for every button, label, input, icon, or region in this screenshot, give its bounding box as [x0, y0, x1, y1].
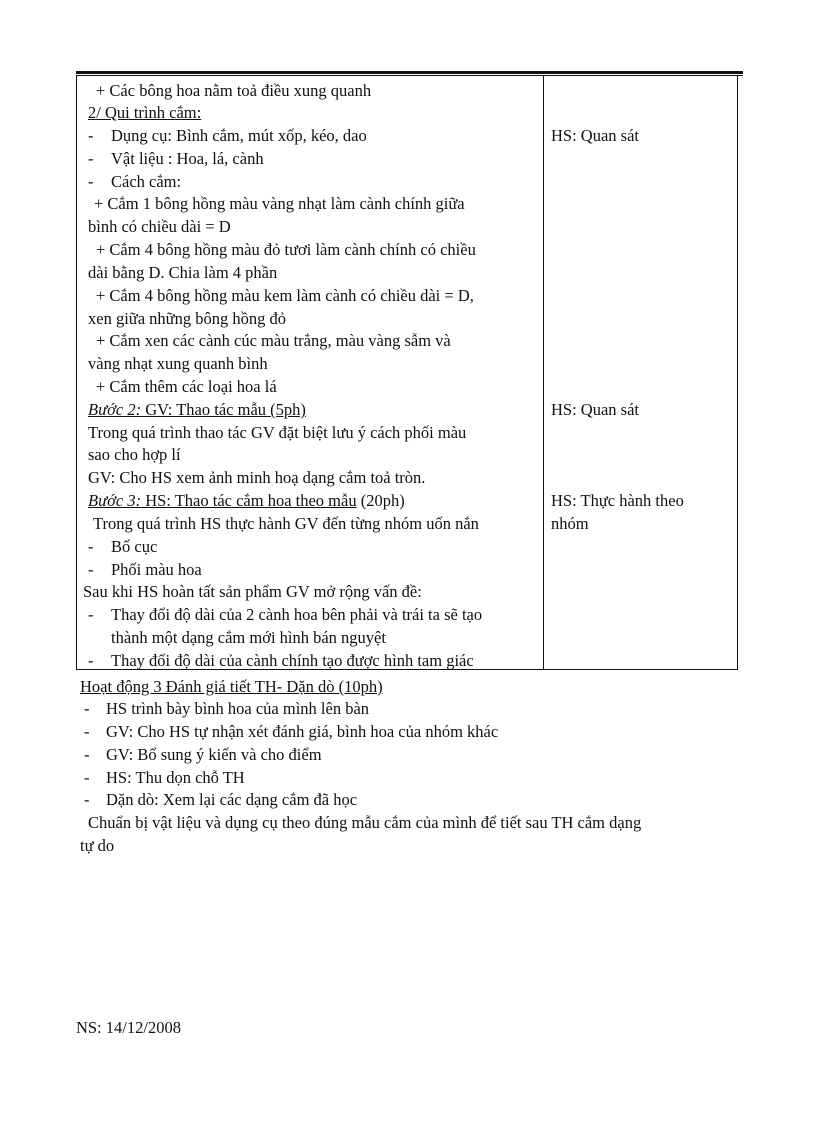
- table-line: Sau khi HS hoàn tất sản phẩm GV mở rộng vấn đề:: [83, 582, 422, 601]
- list-dash: -: [88, 149, 94, 168]
- table-line: + Cắm 4 bông hồng màu đỏ tươi làm cành chính có chiều: [96, 240, 476, 259]
- table-top-rule: [76, 71, 743, 74]
- student-activity: HS: Quan sát: [551, 126, 639, 145]
- list-item: Dặn dò: Xem lại các dạng cắm đã học: [106, 790, 358, 809]
- table-line: xen giữa những bông hồng đỏ: [88, 309, 286, 328]
- list-item: HS trình bày bình hoa của mình lên bàn: [106, 699, 370, 718]
- list-dash: -: [84, 699, 90, 718]
- step-2-heading: [88, 400, 306, 419]
- table-line: sao cho hợp lí: [88, 445, 181, 464]
- step-3-heading: [88, 491, 357, 510]
- list-dash: -: [88, 126, 94, 145]
- table-column-divider: [543, 76, 544, 670]
- list-dash: -: [88, 651, 94, 670]
- table-line: + Cắm 1 bông hồng màu vàng nhạt làm cành chính giữa: [94, 194, 465, 213]
- list-item: GV: Cho HS tự nhận xét đánh giá, bình hoa của nhóm khác: [106, 722, 499, 741]
- list-dash: -: [84, 745, 90, 764]
- list-dash: -: [84, 722, 90, 741]
- activity-3-heading: Hoạt động 3 Đánh giá tiết TH- Dặn dò (10ph): [80, 677, 383, 696]
- step-2-line: [88, 399, 306, 421]
- table-line: dài bằng D. Chia làm 4 phần: [88, 263, 278, 282]
- list-item: Thay đổi độ dài của 2 cành hoa bên phải và trái ta sẽ tạo: [111, 605, 483, 624]
- list-item: Phối màu hoa: [111, 560, 202, 579]
- table-line: + Các bông hoa nằm toả điều xung quanh: [96, 81, 372, 100]
- table-line: Trong quá trình thao tác GV đặt biệt lưu ý cách phối màu: [88, 423, 467, 442]
- section-heading: 2/ Qui trình cắm:: [88, 103, 202, 122]
- table-line: + Cắm xen các cành cúc màu trắng, màu vàng sẫm và: [96, 331, 451, 350]
- step-label: Bước 3:: [88, 491, 142, 510]
- list-item: Vật liệu : Hoa, lá, cành: [111, 149, 264, 168]
- list-item: Thay đổi độ dài của cành chính tạo được hình tam giác: [111, 651, 474, 670]
- step-time: (20ph): [356, 491, 405, 510]
- table-line: + Cắm 4 bông hồng màu kem làm cành có chiều dài = D,: [96, 286, 474, 305]
- list-dash: -: [88, 537, 94, 556]
- list-item: HS: Thu dọn chỗ TH: [106, 768, 245, 787]
- list-dash: -: [84, 790, 90, 809]
- step-label: Bước 2:: [88, 400, 142, 419]
- list-item: Bố cục: [111, 537, 158, 556]
- step-text: HS: Thao tác cắm hoa theo mẫu: [141, 491, 357, 510]
- student-activity: HS: Thực hành theo: [551, 491, 684, 510]
- list-dash: -: [88, 560, 94, 579]
- list-dash: -: [88, 172, 94, 191]
- list-item: Dụng cụ: Bình cắm, mút xốp, kéo, dao: [111, 126, 367, 145]
- table-line: bình có chiều dài = D: [88, 217, 231, 236]
- list-dash: -: [88, 605, 94, 624]
- list-dash: -: [84, 768, 90, 787]
- table-line: vàng nhạt xung quanh bình: [88, 354, 268, 373]
- table-line: GV: Cho HS xem ảnh minh hoạ dạng cắm toả tròn.: [88, 468, 426, 487]
- table-line: Trong quá trình HS thực hành GV đến từng nhóm uốn nắn: [93, 514, 479, 533]
- student-activity: HS: Quan sát: [551, 400, 639, 419]
- preparation-text: Chuẩn bị vật liệu và dụng cụ theo đúng mẫu cắm của mình để tiết sau TH cắm dạng: [88, 813, 642, 832]
- table-line: + Cắm thêm các loại hoa lá: [96, 377, 277, 396]
- preparation-text-continuation: tự do: [80, 836, 115, 855]
- step-3-line: [88, 490, 405, 512]
- list-item-continuation: thành một dạng cắm mới hình bán nguyệt: [111, 628, 386, 647]
- step-text: GV: Thao tác mẫu (5ph): [141, 400, 306, 419]
- student-activity: nhóm: [551, 514, 589, 533]
- list-item: Cách cắm:: [111, 172, 182, 191]
- ns-date: NS: 14/12/2008: [76, 1018, 181, 1037]
- list-item: GV: Bổ sung ý kiến và cho điểm: [106, 745, 322, 764]
